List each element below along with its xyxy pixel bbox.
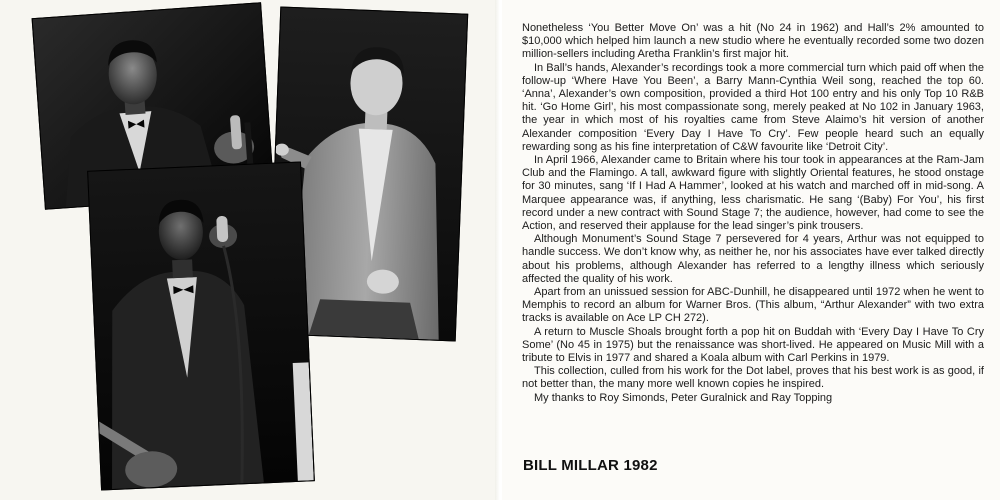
paragraph-hall-studio: Nonetheless ‘You Better Move On’ was a hit (No 24 in 1962) and Hall’s 2% amounted to $10,000 which helped him launch a new studio where he eventually recorded some two dozen million-sellers including Aretha Franklin’s first major hit. [522,22,984,61]
photo-singer-microphone [87,161,315,490]
left-page [0,0,498,500]
liner-notes-text [522,22,984,405]
paragraph-dot-collection: This collection, culled from his work for the Dot label, proves that his best work is as good, if not better than, the many more well known copies he inspired. [522,365,984,391]
paragraph-warner-bros: Apart from an unissued session for ABC-Dunhill, he disappeared until 1972 when he went to Memphis to record an album for Warner Bros. (This album, “Arthur Alexander” with two extra tracks is available on Ace LP CH 272). [522,286,984,325]
paragraph-britain-tour: In April 1966, Alexander came to Britain where his tour took in appearances at the Ram-Jam Club and the Flamingo. A tall, awkward figure with slightly Oriental features, he stood onstage for 30 minutes, sang ‘If I Had A Hammer’, looked at his watch and marched off in mid-song. A Marquee appearance was, if anything, less charismatic. He sang ‘(Baby) For You’, his first record under a new contract with Sound Stage 7; the audience, however, had come to see the Action, and reserved their applause for the lead singer’s pink trousers. [522,154,984,233]
paragraph-monument: Although Monument’s Sound Stage 7 persevered for 4 years, Arthur was not equipped to handle success. We don’t know why, as neither he, nor his associates have ever talked directly about his problems, although Alexander has referred to a lengthy illness which seriously affected the quality of his work. [522,233,984,285]
paragraph-muscle-shoals: A return to Muscle Shoals brought forth a pop hit on Buddah with ‘Every Day I Have To Cry Some’ (No 45 in 1975) but the renaissance was short-lived. He appeared on Music Mill with a tribute to Elvis in 1977 and shared a Koala album with Carl Perkins in 1979. [522,325,984,365]
paragraph-thanks: My thanks to Roy Simonds, Peter Guralnick and Ray Topping [534,391,833,404]
paragraph-balls-hands: In Ball’s hands, Alexander’s recordings took a more commercial turn which paid off when the follow-up ‘Where Have You Been’, a Barry Mann-Cynthia Weil song, reached the top 60. ‘Anna’, Alexander’s own composition, provided a third Hot 100 entry and his only Top 10 R&B hit. ‘Go Home Girl’, his most compassionate song, merely peaked at No 102 in January 1963, the year in which most of his royalties came from Steve Alaimo’s hit version of another Alexander composition ‘Every Day I Have To Cry’. Few people heard such an equally rewarding song as his fine interpretation of C&W favourite like ‘Detroit City’. [522,61,984,153]
author-byline: BILL MILLAR 1982 [523,457,658,474]
